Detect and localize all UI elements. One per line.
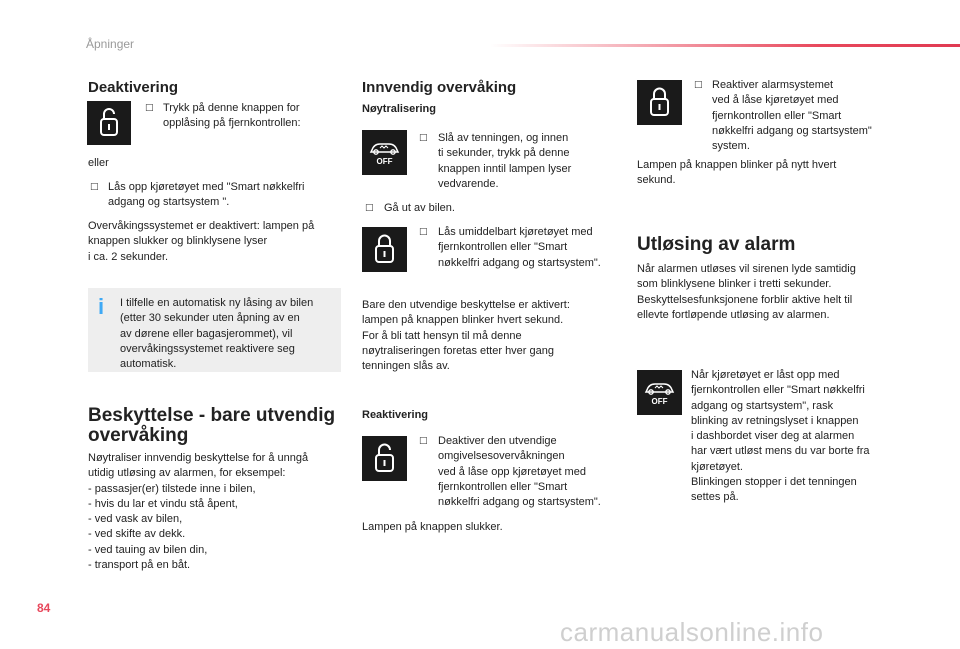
lock-button-icon	[362, 227, 407, 272]
reactivate-paragraph: Lampen på knappen blinker på nytt hvert sekund.	[637, 159, 837, 187]
bullet-icon: □	[145, 103, 154, 113]
neutral-bullet-1: Slå av tenningen, og innen ti sekunder, trykk på denne knappen inntil lampen lyser vedvarende.	[438, 132, 572, 190]
volumetric-off-button-icon	[362, 130, 407, 175]
react-bullet: Deaktiver den utvendige omgivelsesovervåkningen ved å låse opp kjøretøyet med fjernkontrollen eller "Smart nøkkelfri adgang og startsystem".	[438, 435, 601, 509]
exterior-paragraph: Nøytraliser innvendig beskyttelse for å unngå utidig utløsing av alarmen, for eksempel: - passasjer(er) tilstede inne i bilen, - hvis du lar et vindu stå åpent, - ved vask av bilen, - ved skifte av dekk. - ved tauing av bilen din, - transport på en båt.	[88, 452, 309, 572]
unlock-button-icon	[87, 101, 131, 145]
bullet-icon: □	[90, 182, 99, 192]
deact-bullet-2: Lås opp kjøretøyet med "Smart nøkkelfri adgang og startsystem ".	[108, 181, 305, 209]
neutral-paragraph: Bare den utvendige beskyttelse er aktivert: lampen på knappen blinker hvert sekund. For å bli tatt hensyn til må denne nøytraliseringen foretas etter hver gang tenningen slås av.	[362, 299, 570, 373]
unlock-alarm-paragraph: Når kjøretøyet er låst opp med fjernkontrollen eller "Smart nøkkelfri adgang og startsystem", rask blinking av retningslyset i knappen i dashbordet viser deg at alarmen har vært utløst mens du var borte fra kjøretøyet. Blinkingen stopper i det tenningen settes på.	[691, 369, 870, 504]
bullet-icon: □	[365, 203, 374, 213]
deact-paragraph: Overvåkingssystemet er deaktivert: lampen på knappen slukker og blinklysene lyser i ca. 2 sekunder.	[88, 220, 315, 263]
exterior-protection-title	[88, 406, 335, 446]
alarm-trigger-title: Utløsing av alarm	[637, 234, 796, 255]
watermark: carmanualsonline.info	[560, 617, 824, 647]
reactivation-subtitle: Reaktivering	[362, 409, 429, 421]
section-header: Åpninger	[86, 37, 135, 51]
neutral-bullet-3: Lås umiddelbart kjøretøyet med fjernkontrollen eller "Smart nøkkelfri adgang og startsystem".	[438, 226, 601, 269]
bullet-icon: □	[419, 436, 428, 446]
interior-monitoring-title: Innvendig overvåking	[362, 79, 517, 96]
bullet-icon: □	[419, 227, 428, 237]
alarm-trigger-paragraph: Når alarmen utløses vil sirenen lyde samtidig som blinklysene blinker i tretti sekunder. Beskyttelsesfunksjonene forblir aktive helt til ellevte fortløpende utløsing av alarmen.	[637, 263, 856, 321]
lock-button-icon-2	[637, 80, 682, 125]
exterior-title-line2: overvåking	[88, 425, 189, 446]
bullet-icon: □	[694, 80, 703, 90]
off-label-2: OFF	[651, 397, 668, 406]
info-icon: i	[98, 294, 105, 319]
neutral-bullet-2: Gå ut av bilen.	[384, 202, 455, 214]
or-text: eller	[88, 157, 109, 169]
bullet-icon: □	[419, 133, 428, 143]
unlock-button-icon-2	[362, 436, 407, 481]
exterior-title-line1: Beskyttelse - bare utvendig	[88, 405, 336, 426]
deactivation-title: Deaktivering	[88, 79, 179, 96]
neutralisation-subtitle: Nøytralisering	[362, 103, 436, 115]
off-label: OFF	[376, 157, 393, 166]
react-paragraph: Lampen på knappen slukker.	[362, 521, 503, 533]
info-box	[88, 288, 341, 372]
header-accent-line	[490, 44, 960, 47]
reactivate-bullet: Reaktiver alarmsystemet ved å låse kjøretøyet med fjernkontrollen eller "Smart nøkkelfri adgang og startsystem" system.	[712, 79, 872, 153]
deact-bullet-1: Trykk på denne knappen for opplåsing på fjernkontrollen:	[163, 102, 301, 130]
info-text: I tilfelle en automatisk ny låsing av bilen (etter 30 sekunder uten åpning av en av dørene eller bagasjerommet), vil overvåkingssystemet reaktivere seg automatisk.	[120, 297, 314, 371]
page-number: 84	[37, 601, 51, 615]
volumetric-off-button-icon-2	[637, 370, 682, 415]
